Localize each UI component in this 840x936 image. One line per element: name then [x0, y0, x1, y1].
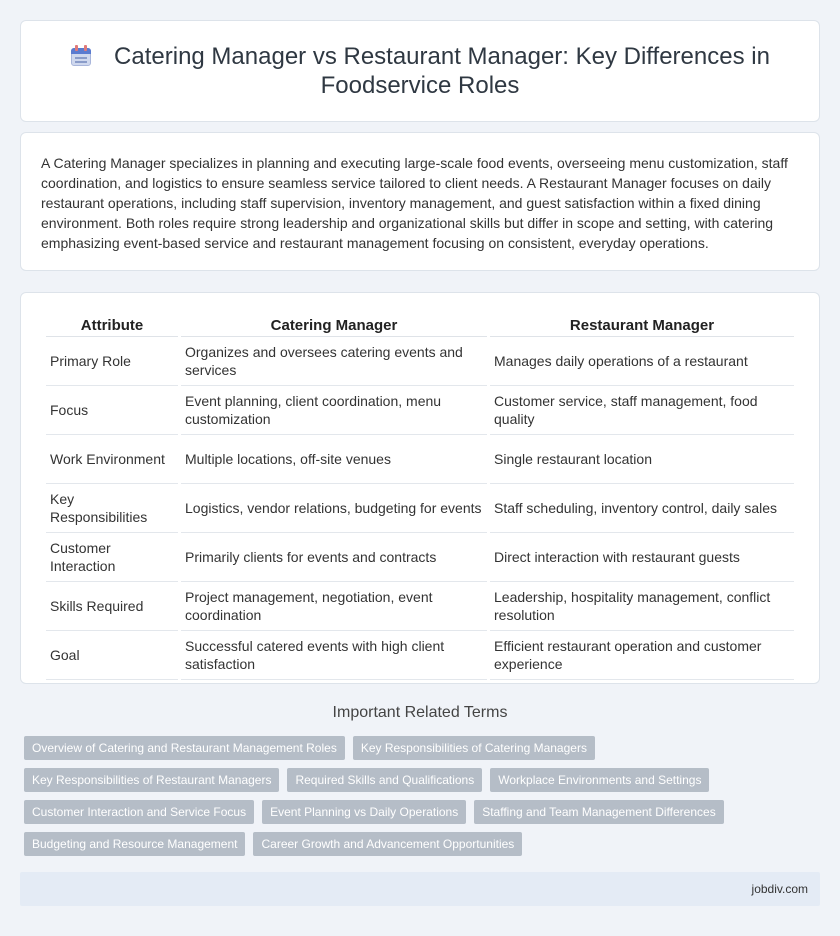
- restaurant-cell: Direct interaction with restaurant guests: [490, 533, 794, 582]
- table-row: [46, 484, 794, 533]
- restaurant-cell: Staff scheduling, inventory control, daily sales: [490, 484, 794, 533]
- comparison-table: [43, 311, 797, 680]
- title-card: [20, 20, 820, 122]
- related-term-tag[interactable]: Required Skills and Qualifications: [287, 768, 482, 792]
- restaurant-cell: Single restaurant location: [490, 435, 794, 484]
- footer-bar: [20, 872, 820, 906]
- footer-site-link[interactable]: jobdiv.com: [751, 882, 808, 896]
- page-title-text: Catering Manager vs Restaurant Manager: Key Differences in Foodservice Roles: [114, 43, 770, 99]
- related-term-tag[interactable]: Overview of Catering and Restaurant Management Roles: [24, 736, 345, 760]
- attribute-cell: Customer Interaction: [46, 533, 178, 582]
- calendar-icon: [70, 45, 92, 67]
- header-attribute: Attribute: [46, 311, 178, 337]
- table-row: [46, 533, 794, 582]
- related-term-tag[interactable]: Budgeting and Resource Management: [24, 832, 245, 856]
- intro-card: [20, 132, 820, 271]
- attribute-cell: Skills Required: [46, 582, 178, 631]
- catering-cell: Multiple locations, off-site venues: [181, 435, 487, 484]
- catering-cell: Successful catered events with high client satisfaction: [181, 631, 487, 680]
- related-term-tag[interactable]: Event Planning vs Daily Operations: [262, 800, 466, 824]
- page-title: [60, 42, 780, 100]
- related-term-tag[interactable]: Key Responsibilities of Restaurant Managers: [24, 768, 279, 792]
- table-row: [46, 337, 794, 386]
- intro-paragraph: A Catering Manager specializes in planning and executing large-scale food events, overseeing menu customization, staff coordination, and logistics to ensure seamless service tailored to client needs. A Restaurant Manager focuses on daily restaurant operations, including staff supervision, inventory management, and guest satisfaction within a fixed dining environment. Both roles require strong leadership and organizational skills but differ in scope and setting, with catering emphasizing event-based service and restaurant management focusing on consistent, everyday operations.: [41, 155, 788, 251]
- catering-cell: Logistics, vendor relations, budgeting for events: [181, 484, 487, 533]
- table-row: [46, 386, 794, 435]
- table-row: [46, 435, 794, 484]
- catering-cell: Organizes and oversees catering events and services: [181, 337, 487, 386]
- restaurant-cell: Leadership, hospitality management, conflict resolution: [490, 582, 794, 631]
- attribute-cell: Primary Role: [46, 337, 178, 386]
- header-catering-manager: Catering Manager: [181, 311, 487, 337]
- related-term-tag[interactable]: Key Responsibilities of Catering Managers: [353, 736, 595, 760]
- attribute-cell: Key Responsibilities: [46, 484, 178, 533]
- header-restaurant-manager: Restaurant Manager: [490, 311, 794, 337]
- comparison-table-card: [20, 292, 820, 684]
- table-header-row: [46, 311, 794, 337]
- catering-cell: Primarily clients for events and contracts: [181, 533, 487, 582]
- attribute-cell: Goal: [46, 631, 178, 680]
- related-term-tag[interactable]: Customer Interaction and Service Focus: [24, 800, 254, 824]
- attribute-cell: Work Environment: [46, 435, 178, 484]
- catering-cell: Event planning, client coordination, menu customization: [181, 386, 487, 435]
- restaurant-cell: Manages daily operations of a restaurant: [490, 337, 794, 386]
- related-terms-tags: [20, 736, 820, 856]
- restaurant-cell: Efficient restaurant operation and customer experience: [490, 631, 794, 680]
- restaurant-cell: Customer service, staff management, food quality: [490, 386, 794, 435]
- related-term-tag[interactable]: Staffing and Team Management Differences: [474, 800, 723, 824]
- attribute-cell: Focus: [46, 386, 178, 435]
- related-term-tag[interactable]: Career Growth and Advancement Opportunities: [253, 832, 522, 856]
- related-term-tag[interactable]: Workplace Environments and Settings: [490, 768, 709, 792]
- title-wrap: [60, 42, 780, 100]
- table-row: [46, 582, 794, 631]
- related-terms-title: Important Related Terms: [332, 704, 508, 721]
- related-terms-section: [20, 704, 820, 856]
- catering-cell: Project management, negotiation, event coordination: [181, 582, 487, 631]
- table-row: [46, 631, 794, 680]
